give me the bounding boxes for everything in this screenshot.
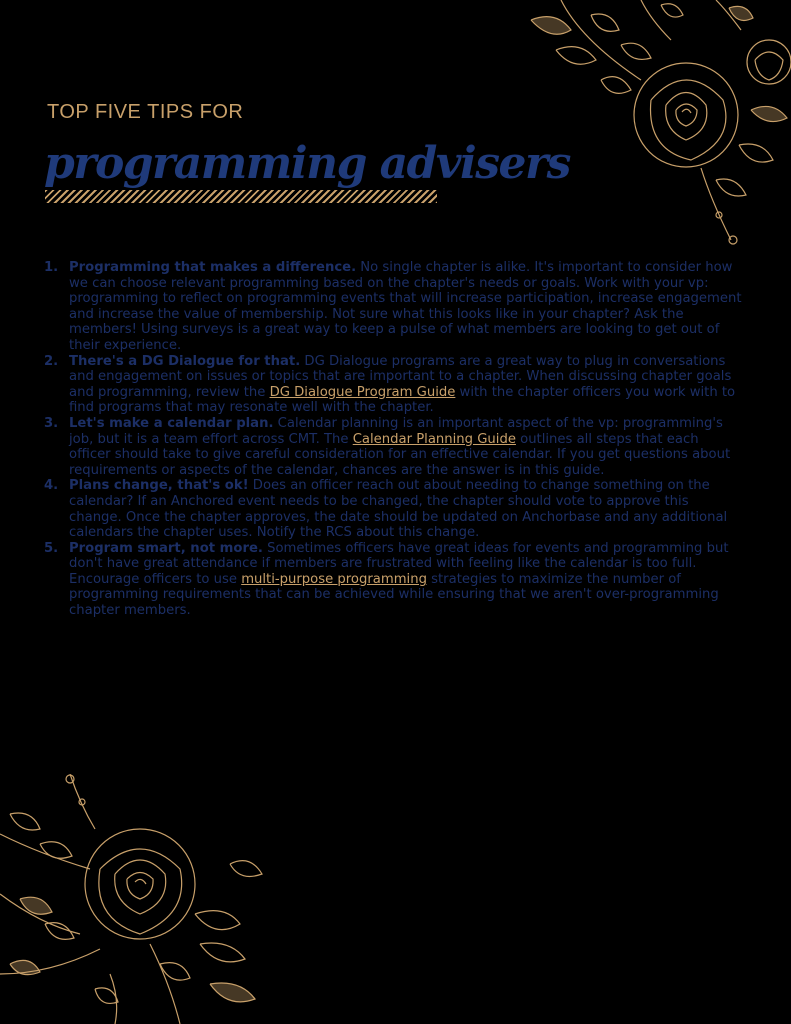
tip-heading: Programming that makes a difference. bbox=[69, 260, 357, 275]
tip-item bbox=[44, 478, 744, 540]
tip-item bbox=[44, 416, 744, 478]
tip-text: outlines all steps that each officer should take to give careful consideration for an effective calendar. If you get questions about requirements or aspects of the calendar, chances are the answer is in this guide. bbox=[69, 431, 731, 478]
tip-number: 1. bbox=[44, 260, 59, 275]
floral-top-icon bbox=[501, 0, 791, 250]
tip-item bbox=[44, 260, 744, 354]
floral-bottom-icon bbox=[0, 774, 290, 1024]
tip-heading: There's a DG Dialogue for that. bbox=[69, 353, 301, 369]
multi-purpose-programming-link[interactable]: multi-purpose programming bbox=[241, 571, 427, 587]
tip-number: 3. bbox=[44, 415, 59, 431]
tip-text: Sometimes officers have great ideas for events and programming but don't have great attendance if members are frustrated with feeling like the calendar is too full. Encourage officers to use bbox=[69, 540, 729, 587]
tip-text: DG Dialogue programs are a great way to plug in conversations and engagement on issues or topics that are important to a chapter. When discussing chapter goals and programming, review the bbox=[69, 353, 732, 400]
tip-number: 2. bbox=[44, 353, 59, 369]
tip-heading: Let's make a calendar plan. bbox=[69, 415, 274, 431]
tip-item bbox=[44, 354, 744, 416]
tip-text: with the chapter officers you work with to find programs that may resonate well with the chapter. bbox=[69, 384, 736, 416]
title-underline-divider bbox=[45, 190, 437, 203]
tip-number: 5. bbox=[44, 540, 59, 556]
tip-item bbox=[44, 541, 744, 619]
tip-text: strategies to maximize the number of programming requirements that can be achieved while ensuring that we aren't over-programming chapter members. bbox=[69, 571, 719, 619]
tips-list bbox=[44, 260, 744, 619]
tip-number: 4. bbox=[44, 478, 59, 494]
page-title: programming advisers bbox=[44, 138, 570, 189]
tip-text: Does an officer reach out about needing to change something on the calendar? If an Anchored event needs to be changed, the chapter should vote to approve this change. Once the chapter approves, the date should be updated on Anchorbase and any additional calendars the chapter uses. Notify the RCS about this change. bbox=[69, 478, 728, 541]
tip-text: No single chapter is alike. It's important to consider how we can choose relevant programming based on the chapter's needs or goals. Work with your vp: programming to reflect on programming events that will increase participation, increase engagement and increase the value of membership. Not sure what this looks like in your chapter? Ask the members! Using surveys is a great way to keep a pulse of what members are looking to get out of their experience. bbox=[69, 260, 742, 353]
calendar-planning-guide-link[interactable]: Calendar Planning Guide bbox=[352, 431, 516, 447]
tip-text: Calendar planning is an important aspect of the vp: programming's job, but it is a team effort across CMT. The bbox=[69, 415, 723, 447]
eyebrow-heading: TOP FIVE TIPS FOR bbox=[47, 101, 244, 123]
tip-heading: Plans change, that's ok! bbox=[69, 478, 249, 494]
tip-heading: Program smart, not more. bbox=[69, 540, 263, 556]
dg-dialogue-program-guide-link[interactable]: DG Dialogue Program Guide bbox=[269, 384, 456, 400]
